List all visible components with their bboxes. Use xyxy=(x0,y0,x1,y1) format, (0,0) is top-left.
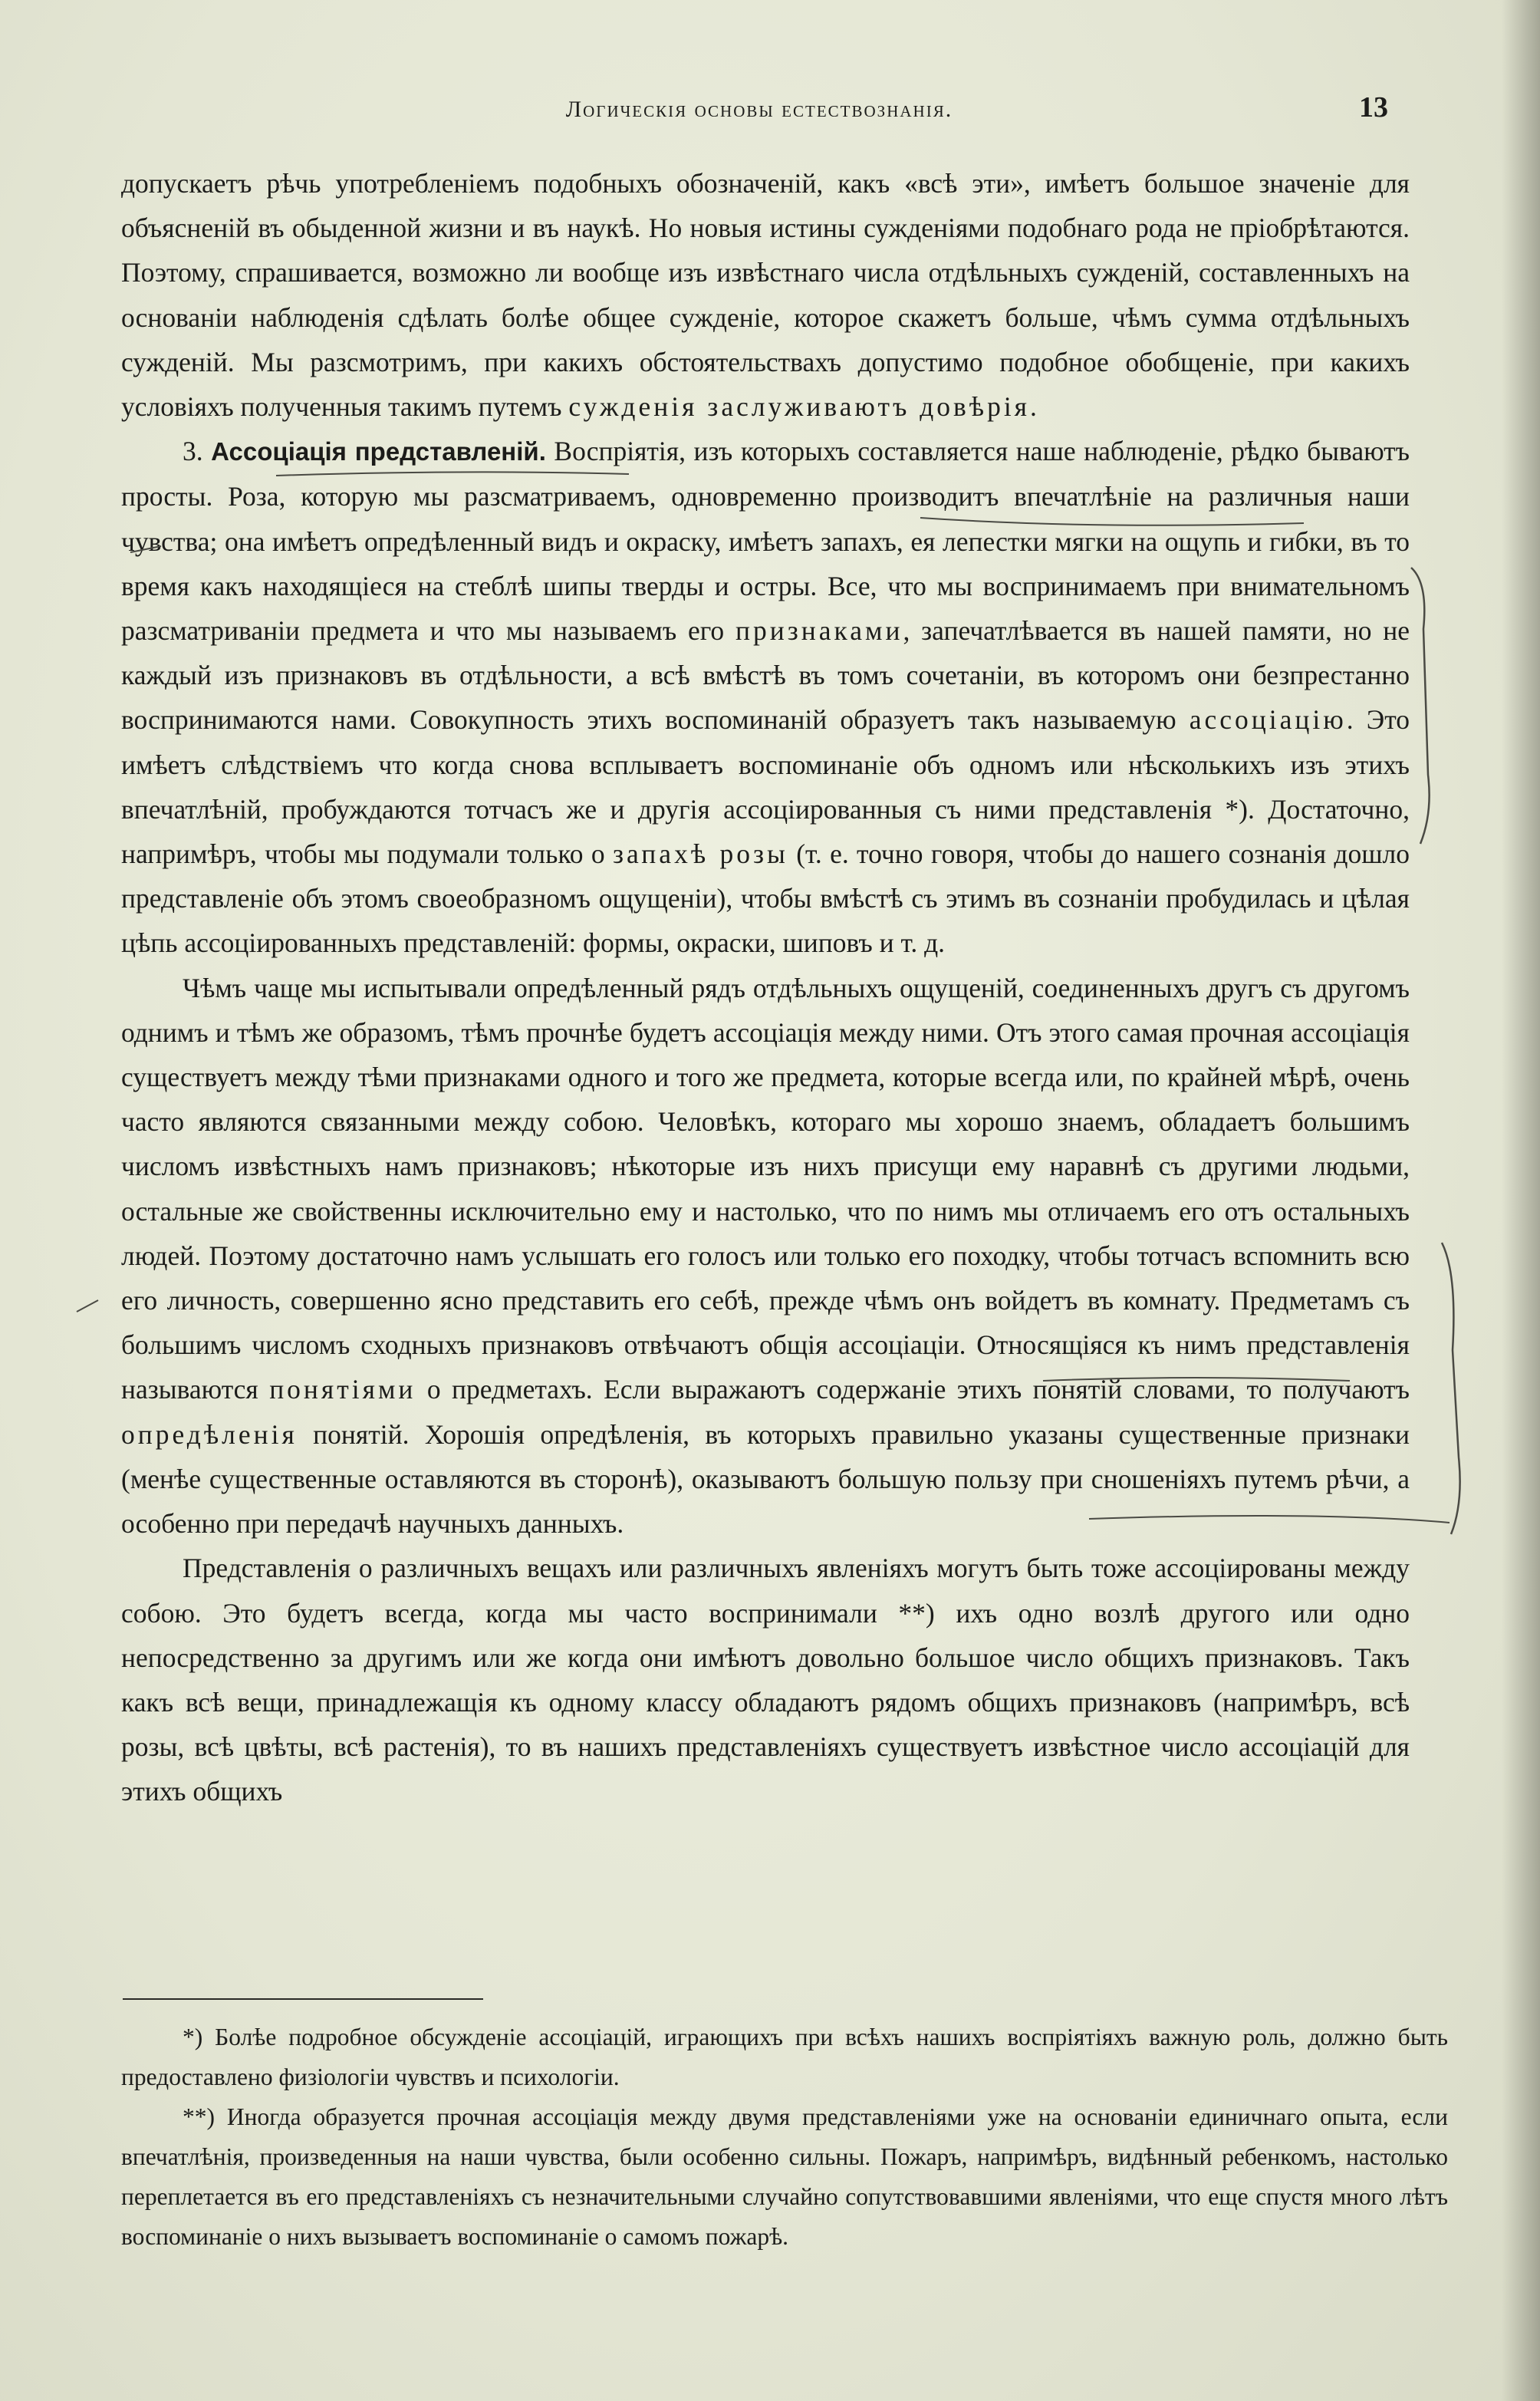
paragraph-4 xyxy=(121,1546,1410,1813)
paragraph-3-part-a: Чѣмъ чаще мы испытывали опредѣленный рядъ отдѣльныхъ ощущеній, соединенныхъ другъ съ другомъ однимъ и тѣмъ же образомъ, тѣмъ прочнѣе будетъ ассоціація между ними. Отъ этого самая прочная ассоціація существуетъ между тѣми признаками одного и того же предмета, которые всегда или, по крайней мѣрѣ, очень часто являются связанными между собою. Человѣкъ, котораго мы хорошо знаемъ, обладаетъ большимъ числомъ извѣстныхъ намъ признаковъ; нѣкоторые изъ нихъ присущи ему наравнѣ съ другими людьми, остальные же свойственны исключительно ему и настолько, что по нимъ мы отличаемъ его отъ остальныхъ людей. Поэтому достаточно намъ услышать его голосъ или только его походку, чтобы тотчасъ вспомнить всю его личность, совершенно ясно представить его себѣ, прежде чѣмъ онъ войдетъ въ комнату. Предметамъ съ большимъ числомъ сходныхъ признаковъ отвѣчаютъ общія ассоціаціи. Относящіяся къ нимъ представленія называются xyxy=(121,972,1410,1405)
section-title: Ассоціація представленій. xyxy=(211,437,546,466)
footnotes xyxy=(121,2017,1448,2257)
running-title: Логическія основы естествознанія. xyxy=(565,97,953,122)
paragraph-1 xyxy=(121,161,1410,429)
page-edge-shadow xyxy=(1502,0,1540,2401)
footnote-1: *) Болѣе подробное обсужденіе ассоціацій, играющихъ при всѣхъ нашихъ воспріятіяхъ важную роль, должно быть предоставлено физіологіи чувствъ и психологіи. xyxy=(121,2024,1448,2090)
section-number: 3. xyxy=(183,436,203,467)
paragraph-3-part-b: о предметахъ. Если выражаютъ содержаніе этихъ понятій словами, то получаютъ xyxy=(426,1374,1410,1405)
paragraph-2-part-d: (т. е. точно говоря, чтобы до нашего сознанія дошло представленіе объ этомъ своеобразномъ ощущеніи), чтобы вмѣстѣ съ этимъ въ сознаніи пробудилась и цѣлая цѣпь ассоціированныхъ представленій: формы, окраски, шиповъ и т. д. xyxy=(121,838,1410,959)
footnote-rule xyxy=(123,1998,483,2000)
page-number: 13 xyxy=(1359,91,1388,124)
footnote-2: **) Иногда образуется прочная ассоціація между двумя представленіями уже на основаніи единичнаго опыта, если впечатлѣнія, произведенныя на наши чувства, были особенно сильны. Пожаръ, напримѣръ, видѣнный ребенкомъ, настолько переплетается въ его представленіяхъ съ незначительными случайно сопутствовавшими явленіями, что еще спустя много лѣтъ воспоминаніе о нихъ вызываетъ воспоминаніе о самомъ пожарѣ. xyxy=(121,2103,1448,2250)
paragraph-section-3 xyxy=(121,429,1410,965)
paragraph-3 xyxy=(121,966,1410,1546)
pencil-dash-1 xyxy=(77,1300,98,1312)
paragraph-3-part-c: понятій. Хорошія опредѣленія, въ которыхъ правильно указаны существенные признаки (менѣе существенные оставляются въ сторонѣ), оказываютъ большую пользу при сношеніяхъ путемъ рѣчи, а особенно при передачѣ научныхъ данныхъ. xyxy=(121,1418,1410,1540)
paragraph-2-part-a: Воспріятія, изъ которыхъ составляется наше наблюденіе, рѣдко бываютъ просты. Роза, которую мы разсматриваемъ, одновременно производитъ впечатлѣніе на различныя наши чувства; она имѣетъ опредѣленный видъ и окраску, имѣетъ запахъ, ея лепестки мягки на ощупь и гибки, въ то время какъ находящіеся на стеблѣ шипы тверды и остры. Все, что мы воспринимаемъ при внимательномъ разсматриваніи предмета и что мы называемъ его xyxy=(121,436,1410,647)
term-associaciya: ассоціацію xyxy=(1189,704,1347,736)
pencil-bracket-upper xyxy=(1411,568,1430,844)
term-priznaki: признаками xyxy=(735,615,903,647)
pencil-bracket-lower xyxy=(1442,1243,1460,1534)
paragraph-1-spaced: сужденія заслуживаютъ довѣрія. xyxy=(568,391,1040,423)
paragraph-2-part-b: , запечатлѣвается въ нашей памяти, но не каждый изъ признаковъ въ отдѣльности, а всѣ вмѣстѣ въ томъ сочетаніи, въ которомъ они безпрестанно воспринимаются нами. Совокупность этихъ воспоминаній образуетъ такъ называемую xyxy=(121,615,1410,736)
running-head xyxy=(123,91,1396,129)
term-opredeleniya: опредѣленія xyxy=(121,1418,298,1450)
term-ponyatiya: понятіями xyxy=(269,1374,416,1405)
paragraph-1-text: допускаетъ рѣчь употребленіемъ подобныхъ обозначеній, какъ «всѣ эти», имѣетъ большое значеніе для объясненій въ обыденной жизни и въ наукѣ. Но новыя истины сужденіями подобнаго рода не пріобрѣтаются. Поэтому, спрашивается, возможно ли вообще изъ извѣстнаго числа отдѣльныхъ сужденій, составленныхъ на основаніи наблюденія сдѣлать болѣе общее сужденіе, которое скажетъ больше, чѣмъ сумма отдѣльныхъ сужденій. Мы разсмотримъ, при какихъ обстоятельствахъ допустимо подобное обобщеніе, при какихъ условіяхъ полученныя такимъ путемъ xyxy=(121,168,1410,423)
term-zapah-rozy: запахѣ розы xyxy=(613,838,788,870)
paragraph-2-part-c: . Это имѣетъ слѣдствіемъ что когда снова всплываетъ воспоминаніе объ одномъ или нѣсколькихъ изъ этихъ впечатлѣній, пробуждаются тотчасъ же и другія ассоціированныя съ ними представленія *). Достаточно, напримѣръ, чтобы мы подумали только о xyxy=(121,704,1410,870)
paragraph-4-text: Представленія о различныхъ вещахъ или различныхъ явленіяхъ могутъ быть тоже ассоціированы между собою. Это будетъ всегда, когда мы часто воспринимали **) ихъ одно возлѣ другого или одно непосредственно за другимъ или же когда они имѣютъ довольно большое число общихъ признаковъ. Такъ какъ всѣ вещи, принадлежащія къ одному классу обладаютъ рядомъ общихъ признаковъ (напримѣръ, всѣ розы, всѣ цвѣты, всѣ растенія), то въ нашихъ представленіяхъ существуетъ извѣстное число ассоціацій для этихъ общихъ xyxy=(121,1553,1410,1807)
body-text xyxy=(121,161,1410,1814)
